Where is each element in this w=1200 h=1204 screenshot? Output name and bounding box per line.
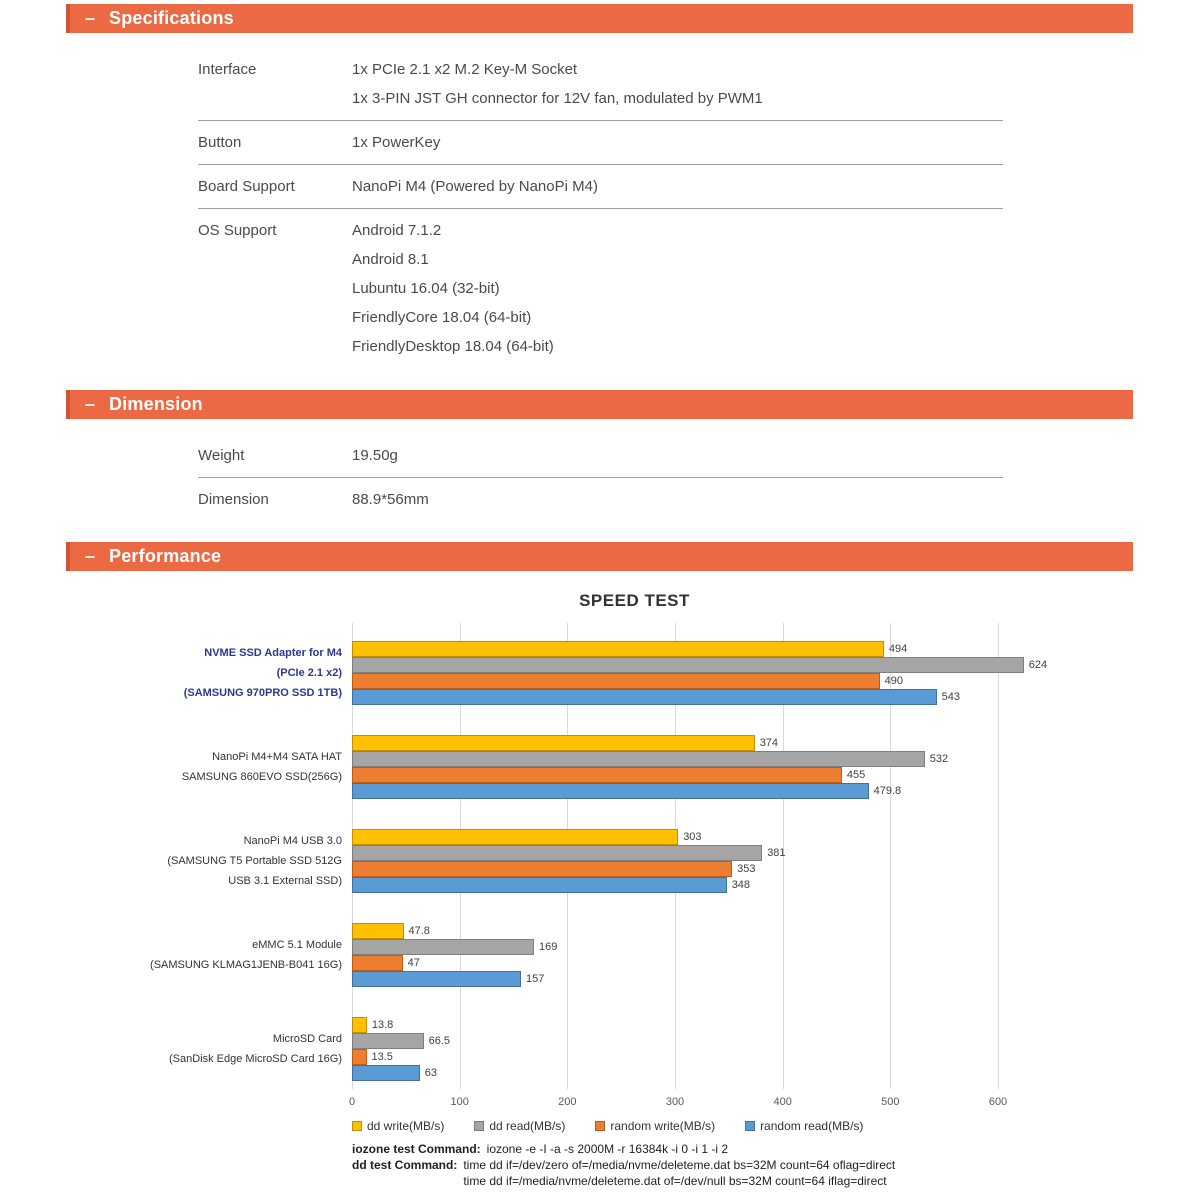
chart-plot-area [66,623,1133,1089]
dd-command-value [463,1157,895,1189]
chart-bar [352,1065,438,1081]
collapse-icon: – [85,7,96,28]
chart-bar-value: 543 [941,691,960,703]
chart-category-group [66,829,1133,893]
table-row [198,165,1003,208]
chart-bar-value: 490 [884,675,903,687]
chart-category-group [66,735,1133,799]
chart-bars [352,923,998,987]
section-title: Dimension [109,394,203,414]
chart-bar [352,1049,393,1065]
chart-bar [352,673,903,689]
chart-category-label-line: (SAMSUNG KLMAG1JENB-B041 16G) [150,959,342,971]
chart-bar-row [352,829,998,845]
chart-category-label [66,829,352,893]
chart-bars [352,1017,998,1081]
chart-bar-value: 66.5 [428,1035,451,1047]
chart-bar-value: 353 [737,863,756,875]
chart-bar-value: 13.5 [371,1051,393,1063]
table-row [198,48,1003,120]
row-value: FriendlyCore 18.04 (64-bit) [352,309,532,326]
chart-category-label-line: (PCIe 2.1 x2) [276,667,342,679]
chart-x-tick: 100 [450,1096,469,1108]
row-value: 1x PowerKey [352,134,441,151]
chart-bar [352,735,779,751]
chart-bar-value: 455 [846,769,866,781]
chart-bar-row [352,767,998,783]
chart-category-label [66,641,352,705]
chart-category-label-line: USB 3.1 External SSD) [228,875,342,887]
chart-bar-row [352,971,998,987]
chart-category-label-line: (SAMSUNG T5 Portable SSD 512G [167,855,342,867]
iozone-command-label: iozone test Command: [352,1142,481,1156]
test-commands [352,1141,1133,1189]
row-value: Android 8.1 [352,251,429,268]
row-value: 1x 3-PIN JST GH connector for 12V fan, modulated by PWM1 [352,90,763,107]
chart-bar-row [352,923,998,939]
row-value: 1x PCIe 2.1 x2 M.2 Key-M Socket [352,61,578,78]
chart-category-label-line: MicroSD Card [272,1033,342,1045]
chart-bar-value: 47.8 [408,925,430,937]
chart-gridline [998,623,999,1089]
chart-bar-row [352,735,998,751]
row-values [352,128,440,157]
chart-bar-row [352,689,998,705]
legend-item [595,1119,715,1133]
row-values [352,441,398,470]
row-label: Board Support [198,178,295,195]
chart-category-label [66,923,352,987]
chart-bar-value: 13.8 [371,1019,394,1031]
chart-bar [352,845,786,861]
chart-bar-value: 381 [767,847,786,859]
dimension-table [198,434,1003,521]
row-value: FriendlyDesktop 18.04 (64-bit) [352,338,554,355]
speed-test-chart [66,591,1133,1189]
chart-bar [352,939,558,955]
dd-command-line [352,1157,1133,1189]
chart-bar-row [352,861,998,877]
table-row [198,209,1003,368]
chart-bar-row [352,939,998,955]
row-value: 88.9*56mm [352,491,429,508]
chart-bar-row [352,1065,998,1081]
chart-bar-row [352,1049,998,1065]
legend-swatch [595,1121,605,1131]
row-value: 19.50g [352,447,398,464]
chart-bar-row [352,783,998,799]
specifications-header[interactable] [66,4,1133,33]
chart-bar-value: 47 [407,957,420,969]
chart-x-tick: 600 [988,1096,1008,1108]
legend-swatch [745,1121,755,1131]
chart-bar [352,689,960,705]
row-value: Lubuntu 16.04 (32-bit) [352,280,500,297]
chart-bar-row [352,1017,998,1033]
dd-command-line1: time dd if=/dev/zero of=/media/nvme/deleteme.dat bs=32M count=64 oflag=direct [463,1158,896,1172]
chart-bar-row [352,751,998,767]
specifications-table [198,48,1003,368]
row-values [352,55,763,113]
row-values [352,172,598,201]
chart-category-label-line: eMMC 5.1 Module [252,939,342,951]
chart-bar [352,783,902,799]
section-performance [0,542,1200,1189]
section-specifications [0,4,1200,368]
chart-bars [352,735,998,799]
row-values [352,485,429,514]
chart-bar-row [352,877,998,893]
row-value: NanoPi M4 (Powered by NanoPi M4) [352,178,598,195]
collapse-icon: – [85,393,96,414]
chart-bar-value: 479.8 [873,785,902,797]
chart-bar-value: 157 [526,973,545,985]
chart-bar-value: 494 [888,643,908,655]
chart-bar-row [352,1033,998,1049]
chart-category-label-line: NanoPi M4+M4 SATA HAT [212,751,342,763]
dimension-header[interactable] [66,390,1133,419]
chart-category-label [66,735,352,799]
row-values [352,216,554,361]
legend-item [352,1119,444,1133]
row-label: Dimension [198,491,269,508]
section-title: Specifications [109,8,234,28]
legend-label: random write(MB/s) [610,1119,716,1133]
chart-bars [352,829,998,893]
chart-bar-value: 532 [929,753,949,765]
section-title: Performance [109,546,222,566]
chart-bar-row [352,641,998,657]
table-row [198,478,1003,521]
chart-bar-value: 374 [759,737,779,749]
chart-bar-row [352,673,998,689]
chart-bar [352,1017,394,1033]
chart-x-axis [348,1089,1008,1115]
chart-legend [352,1117,1133,1135]
product-spec-page [0,4,1200,1204]
chart-category-group [66,923,1133,987]
chart-x-tick: 500 [881,1096,900,1108]
chart-bar [352,877,751,893]
chart-x-tick: 400 [773,1096,792,1108]
chart-category-label-line: NVME SSD Adapter for M4 [204,647,342,659]
row-label: Interface [198,61,257,78]
chart-category-group [66,1017,1133,1081]
chart-bars [352,641,1048,705]
iozone-command-value: iozone -e -I -a -s 2000M -r 16384k -i 0 -i 1 -i 2 [486,1142,729,1156]
chart-bar [352,1033,451,1049]
chart-bar-value: 169 [539,941,558,953]
chart-bar-row [352,845,998,861]
row-label: OS Support [198,222,277,239]
chart-category-label-line: (SanDisk Edge MicroSD Card 16G) [168,1053,342,1065]
row-value: Android 7.1.2 [352,222,442,239]
dd-command-line2: time dd if=/media/nvme/deleteme.dat of=/dev/null bs=32M count=64 iflag=direct [463,1174,887,1188]
chart-bar-value: 624 [1028,659,1048,671]
row-label: Weight [198,447,245,464]
chart-bar-row [352,955,998,971]
chart-bar [352,829,702,845]
chart-bar-value: 303 [683,831,702,843]
row-label: Button [198,134,242,151]
chart-x-tick: 0 [348,1096,356,1108]
chart-category-label-line: NanoPi M4 USB 3.0 [243,835,342,847]
legend-swatch [474,1121,484,1131]
performance-header[interactable] [66,542,1133,571]
legend-label: dd write(MB/s) [367,1119,445,1133]
legend-swatch [352,1121,362,1131]
chart-bar [352,767,866,783]
table-row [198,434,1003,477]
legend-label: dd read(MB/s) [489,1119,566,1133]
chart-bar [352,641,908,657]
chart-bar-row [352,657,1048,673]
chart-bar [352,971,545,987]
chart-category-label-line: (SAMSUNG 970PRO SSD 1TB) [183,687,342,699]
dd-command-label: dd test Command: [352,1158,458,1172]
legend-item [745,1119,863,1133]
chart-bar-value: 348 [731,879,751,891]
legend-label: random read(MB/s) [760,1119,864,1133]
chart-category-group [66,641,1133,705]
chart-bar [352,955,420,971]
chart-bar [352,657,1048,673]
collapse-icon: – [85,545,96,566]
chart-bar [352,923,430,939]
chart-bar [352,861,756,877]
chart-x-tick: 300 [665,1096,685,1108]
section-dimension [0,390,1200,521]
chart-bar [352,751,949,767]
chart-category-label [66,1017,352,1081]
chart-title: SPEED TEST [579,591,690,610]
chart-category-label-line: SAMSUNG 860EVO SSD(256G) [181,771,342,783]
chart-x-tick: 200 [558,1096,577,1108]
chart-bar-value: 63 [424,1067,438,1079]
legend-item [474,1119,565,1133]
table-row [198,121,1003,164]
iozone-command-line [352,1141,1133,1157]
